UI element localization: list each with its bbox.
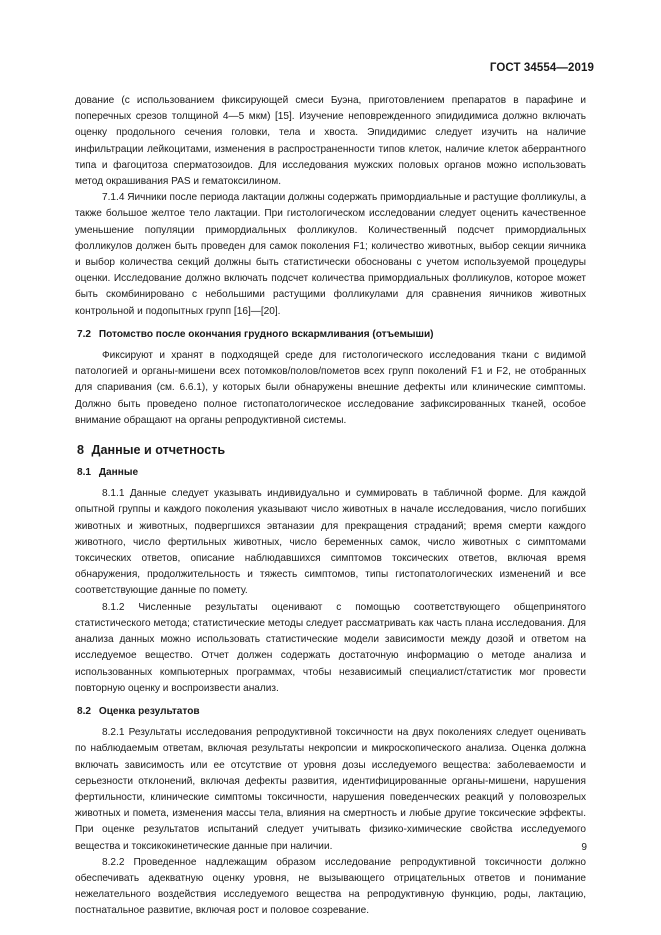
heading-8-1-number: 8.1 [77,467,92,479]
page-number: 9 [581,842,587,853]
document-code: ГОСТ 34554—2019 [489,62,594,74]
paragraph-8-2-2: 8.2.2 Проведенное надлежащим образом исследование репродуктивной токсичности должно обеспечивать адекватную оценку уровня, не вызывающего отрицательных ответов и понимание нежелательного воздействия исследуемого вещества на репродуктивную функцию, роды, лактацию, постнатальное развитие, включая рост и половое созревание. [75,856,586,917]
heading-8 [75,442,586,458]
paragraph-7-1-4: 7.1.4 Яичники после периода лактации должны содержать примордиальные и растущие фолликулы, а также большое желтое тело лактации. При гистологическом исследовании следует оценить качественное уменьшение популяции примордиальных фолликулов. Количественный подсчет примордиальных фолликулов должен быть проведен для самок поколения F1; количество животных, выбор секции яичника и выбор количества секций должны быть статистически обоснованы с учетом используемой процедуры оценки. Исследование должно включать подсчет количества примордиальных фолликулов, которое может быть скомбинировано с небольшими растущими фолликулами для сравнения яичников животных контрольной и подопытных групп [16]—[20]. [75,192,586,317]
heading-7-2-title: Потомство после окончания грудного вскармливания (отъемыши) [98,328,434,340]
heading-8-1-title: Данные [98,467,139,479]
heading-8-title: Данные и отчетность [91,443,226,458]
heading-7-2 [75,327,586,343]
paragraph-8-1-2: 8.1.2 Численные результаты оценивают с помощью соответствующего общепринятого статистического метода; статистические методы следует рассматривать как часть плана исследования. Для анализа данных можно использовать статистические модели зависимости между дозой и ответом на исследуемое вещество. Отчет должен содержать достаточную информацию о методе анализа и использованных компьютерных программах, чтобы независимый специалист/статистик мог провести повторную оценку и воспроизвести анализ. [75,601,586,694]
paragraph-7-2: Фиксируют и хранят в подходящей среде для гистологического исследования ткани с видимой патологией и органы-мишени всех потомков/полов/пометов всех групп поколений F1 и F2, не отобранных для спаривания (см. 6.6.1), у которых были обнаружены внешние дефекты или клинические симптомы. Должно быть проведено полное гистопатологическое исследование зафиксированных тканей, особое внимание обращают на органы репродуктивной системы. [75,350,586,426]
paragraph-8-1-1: 8.1.1 Данные следует указывать индивидуально и суммировать в табличной форме. Для каждой опытной группы и каждого поколения указывают число животных в начале исследования, число погибших животных и животных, подвергшихся эвтаназии для прекращения страданий; время смерти каждого животного, число фертильных животных, число беременных самок, число животных с симптомами токсических ответов, описание наблюдавшихся симптомов токсических ответов, включая время обнаружения, продолжительность и тяжесть симптомов, типы гистопатологических изменений и все соответствующие данные по помету. [75,488,586,597]
heading-8-2-title: Оценка результатов [98,705,200,717]
paragraph-8-2-1: 8.2.1 Результаты исследования репродуктивной токсичности на двух поколениях следует оценивать по наблюдаемым ответам, включая результаты некропсии и микроскопического анализа. Оценка должна включать зависимость или ее отсутствие от уровня дозы исследуемого вещества: заболеваемости и серьезности отклонений, включая дефекты развития, идентифицированные органы-мишени, нарушения фертильности, клинические симптомы токсичности, нарушения поведенческих реакций у половозрелых животных и помета, изменения массы тела, влияния на смертность и любые другие токсические эффекты. При оценке результатов испытаний следует учитывать физико-химические свойства исследуемого вещества и токсикокинетические данные при наличии. [75,727,586,852]
heading-8-1 [75,465,586,481]
heading-8-2-number: 8.2 [77,705,92,717]
heading-8-number: 8 [77,443,85,458]
paragraph-continuation: дование (с использованием фиксирующей смеси Буэна, приготовлением препаратов в парафине и поперечных срезов толщиной 4—5 мкм) [15]. Изучение неповрежденного эпидидимиса должно включать оценку продольного сечения головки, тела и хвоста. Эпидидимис следует изучить на наличие инфильтрации лейкоцитами, изменения в распространенности типов клеток, наличие клеток аберрантного типа и фагоцитоза сперматозоидов. Для исследования мужских половых органов можно использовать метод окрашивания PAS и гематоксилином. [75,95,586,188]
document-body [75,93,586,920]
heading-8-2 [75,704,586,720]
heading-7-2-number: 7.2 [77,328,92,340]
